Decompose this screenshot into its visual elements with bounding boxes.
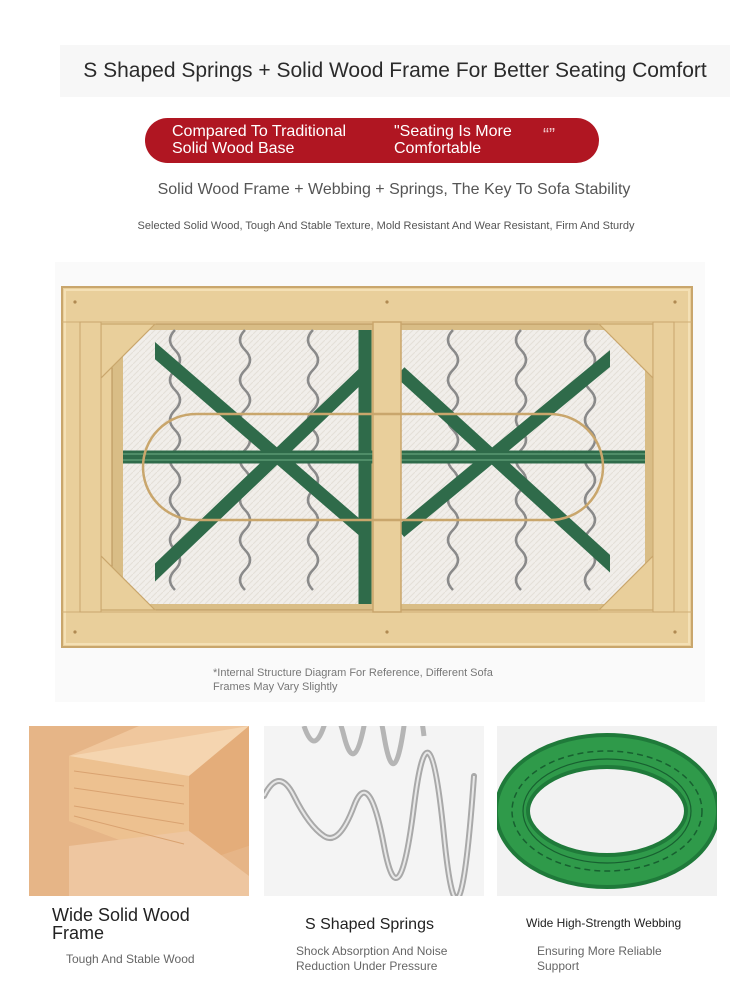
feature-subtitle-webbing-line1: Ensuring More Reliable: [537, 944, 662, 958]
page-title: S Shaped Springs + Solid Wood Frame For Better Seating Comfort: [60, 45, 730, 97]
webbing-feature-image: [497, 726, 717, 896]
feature-title-wood-line2: Frame: [52, 923, 105, 943]
spring-feature-image: [264, 726, 484, 896]
feature-subtitle-webbing-line2: Support: [537, 959, 580, 973]
frame-structure-svg: [55, 262, 705, 702]
comparison-right-line2: Comfortable: [394, 140, 482, 157]
comparison-banner: [145, 118, 599, 163]
comparison-left-line1: Compared To Traditional: [172, 123, 347, 140]
feature-subtitle-webbing: [537, 944, 662, 974]
feature-title-wood: [52, 906, 190, 942]
feature-title-springs: S Shaped Springs: [305, 916, 434, 933]
wood-feature-image: [29, 726, 249, 896]
feature-subtitle-springs-line1: Shock Absorption And Noise: [296, 944, 448, 958]
comparison-right-line1: "Seating Is More: [394, 123, 512, 140]
section-subtitle: Solid Wood Frame + Webbing + Springs, The Key To Sofa Stability: [157, 181, 631, 198]
center-rail: [373, 322, 401, 612]
diagram-note: [213, 666, 533, 694]
feature-title-wood-line1: Wide Solid Wood: [52, 905, 190, 925]
diagram-note-line2: Frames May Vary Slightly: [213, 681, 338, 693]
frame-structure-diagram: [55, 262, 705, 702]
feature-title-webbing: Wide High-Strength Webbing: [526, 916, 682, 930]
quote-mark-icon: “”: [543, 125, 555, 145]
comparison-left-line2: Solid Wood Base: [172, 140, 295, 157]
diagram-note-line1: *Internal Structure Diagram For Reference, Different Sofa: [213, 667, 493, 679]
feature-subtitle-springs-line2: Reduction Under Pressure: [296, 959, 438, 973]
comparison-left: [172, 123, 346, 157]
section-description: Selected Solid Wood, Tough And Stable Texture, Mold Resistant And Wear Resistant, Firm And Sturdy: [137, 220, 635, 232]
feature-subtitle-wood: Tough And Stable Wood: [66, 952, 195, 966]
comparison-right: [394, 123, 512, 157]
feature-subtitle-springs: [296, 944, 447, 974]
